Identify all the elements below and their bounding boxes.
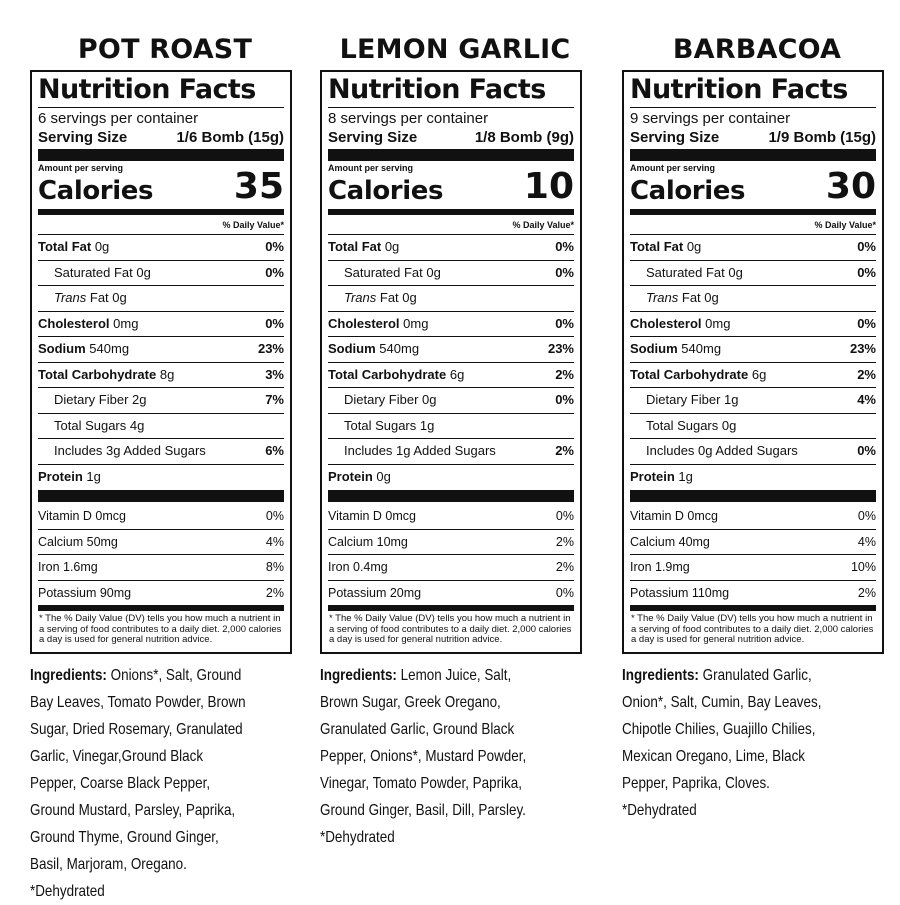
product-name: POT ROAST bbox=[77, 34, 253, 65]
nutrient-label: Calcium 40mg bbox=[630, 534, 710, 549]
daily-value-footnote: * The % Daily Value (DV) tells you how much a nutrient in a serving of food contributes to a daily diet. 2,000 calories a day is used for general nutrition advice. bbox=[329, 613, 572, 645]
nutrient-amount: 540mg bbox=[681, 341, 722, 356]
ingredients-label: Ingredients: bbox=[30, 666, 107, 684]
nutrient-dv: 3% bbox=[265, 366, 284, 382]
nutrient-amount: Fat 0g bbox=[678, 290, 719, 305]
nutrient-amount: 0g bbox=[376, 468, 391, 484]
nutrient-dv: 4% bbox=[857, 392, 876, 407]
product-panel bbox=[618, 32, 896, 824]
nutrient-dv: 0% bbox=[555, 239, 574, 254]
nutrient-amount: 6g bbox=[449, 366, 465, 382]
nutrient-dv: 7% bbox=[265, 392, 284, 407]
ingredients-text bbox=[320, 662, 538, 851]
nutrient-label: Total Sugars 1g bbox=[344, 417, 435, 433]
nutrient-dv: 0% bbox=[555, 509, 574, 523]
nutrient-amount: Fat 0g bbox=[376, 290, 417, 305]
nutrient-amount: 0mg bbox=[113, 315, 139, 331]
nutrient-dv: 2% bbox=[857, 366, 876, 382]
saturated-fat-row bbox=[38, 261, 284, 287]
nutrient-dv: 0% bbox=[857, 239, 876, 254]
iron-row bbox=[38, 555, 284, 581]
nutrient-label: Vitamin D 0mcg bbox=[328, 509, 416, 523]
nutrient-dv: 2% bbox=[555, 560, 574, 574]
serving-size-row bbox=[38, 128, 284, 148]
nutrient-label: Iron 1.6mg bbox=[38, 560, 98, 574]
ingredients-label: Ingredients: bbox=[622, 666, 699, 684]
ingredients-label: Ingredients: bbox=[320, 666, 397, 684]
calories-value: 30 bbox=[825, 166, 876, 207]
nutrient-label: Protein bbox=[38, 468, 83, 484]
ingredients-text bbox=[30, 662, 248, 905]
nutrient-dv: 4% bbox=[857, 534, 876, 549]
nutrient-label: Vitamin D 0mcg bbox=[630, 509, 718, 523]
nutrient-label: Total Carbohydrate bbox=[630, 366, 749, 382]
total-carbohydrate-row bbox=[328, 363, 574, 389]
nutrient-label-italic: Trans bbox=[344, 290, 377, 305]
nutrient-dv: 4% bbox=[265, 534, 284, 549]
nutrient-label: Potassium 110mg bbox=[630, 585, 730, 600]
total-carbohydrate-row bbox=[630, 363, 876, 389]
nutrient-dv: 0% bbox=[857, 264, 876, 280]
ingredients-list: Lemon Juice, Salt, Brown Sugar, Greek Oregano, Granulated Garlic, Ground Black Pepper, Onions*, Mustard Powder, Vinegar, Tomato Powder, Paprika, Ground Ginger, Basil, Dill, Parsley. *Dehydrated bbox=[320, 666, 527, 846]
serving-size-value: 1/8 Bomb (9g) bbox=[474, 129, 574, 146]
daily-value-header: % Daily Value* bbox=[328, 215, 574, 235]
amount-per-serving: Amount per serving bbox=[328, 163, 414, 173]
nutrient-dv: 8% bbox=[265, 560, 284, 574]
protein-row bbox=[328, 465, 574, 490]
nutrient-dv: 2% bbox=[265, 585, 284, 600]
nutrient-label: Protein bbox=[630, 468, 675, 484]
serving-size-row bbox=[328, 128, 574, 148]
nutrient-dv: 0% bbox=[857, 509, 876, 523]
nutrient-amount: 0g bbox=[686, 239, 702, 254]
nutrient-dv: 0% bbox=[265, 509, 284, 523]
total-fat-row bbox=[328, 235, 574, 261]
nutrient-label: Saturated Fat 0g bbox=[54, 264, 151, 280]
total-carbohydrate-row bbox=[38, 363, 284, 389]
nutrient-dv: 0% bbox=[555, 392, 574, 407]
nutrient-amount: 6g bbox=[751, 366, 767, 382]
cholesterol-row bbox=[328, 312, 574, 338]
nutrient-label: Dietary Fiber 0g bbox=[344, 392, 437, 407]
added-sugars-row bbox=[38, 439, 284, 465]
amount-per-serving: Amount per serving bbox=[38, 163, 124, 173]
nutrient-label: Total Fat bbox=[328, 239, 382, 254]
sodium-row bbox=[328, 337, 574, 363]
nutrient-label: Dietary Fiber 2g bbox=[54, 392, 147, 407]
potassium-row bbox=[38, 581, 284, 606]
nutrition-facts-title: Nutrition Facts bbox=[630, 74, 876, 108]
divider-thick bbox=[38, 149, 284, 161]
ingredients-text bbox=[622, 662, 840, 824]
nutrition-facts-title: Nutrition Facts bbox=[38, 74, 284, 108]
cholesterol-row bbox=[630, 312, 876, 338]
nutrient-label: Total Sugars 4g bbox=[54, 417, 145, 433]
calories-value: 10 bbox=[523, 166, 574, 207]
calcium-row bbox=[328, 530, 574, 556]
vitamin-d-row bbox=[630, 504, 876, 530]
added-sugars-row bbox=[328, 439, 574, 465]
protein-row bbox=[630, 465, 876, 490]
divider-thick bbox=[38, 490, 284, 502]
calories-label: Calories bbox=[630, 176, 746, 206]
calories-label: Calories bbox=[328, 176, 444, 206]
dietary-fiber-row bbox=[328, 388, 574, 414]
total-sugars-row bbox=[328, 414, 574, 440]
serving-size-value: 1/6 Bomb (15g) bbox=[176, 129, 284, 146]
servings-per-container: 8 servings per container bbox=[328, 110, 489, 127]
calcium-row bbox=[630, 530, 876, 556]
iron-row bbox=[328, 555, 574, 581]
nutrient-dv: 23% bbox=[849, 341, 876, 356]
calories-value: 35 bbox=[233, 166, 284, 207]
nutrient-label: Potassium 20mg bbox=[328, 585, 422, 600]
nutrition-facts-title: Nutrition Facts bbox=[328, 74, 574, 108]
nutrient-label: Saturated Fat 0g bbox=[344, 264, 441, 280]
calories-label: Calories bbox=[38, 176, 154, 206]
daily-value-header: % Daily Value* bbox=[38, 215, 284, 235]
nutrient-label: Calcium 10mg bbox=[328, 534, 408, 549]
amount-per-serving: Amount per serving bbox=[630, 163, 716, 173]
trans-fat-row bbox=[38, 286, 284, 312]
nutrient-dv: 0% bbox=[555, 315, 574, 331]
calcium-row bbox=[38, 530, 284, 556]
cholesterol-row bbox=[38, 312, 284, 338]
serving-size-label: Serving Size bbox=[630, 129, 720, 146]
serving-size-label: Serving Size bbox=[328, 129, 418, 146]
divider-medium bbox=[38, 605, 284, 611]
nutrient-label: Total Fat bbox=[38, 239, 92, 254]
daily-value-header: % Daily Value* bbox=[630, 215, 876, 235]
total-fat-row bbox=[38, 235, 284, 261]
nutrient-label: Dietary Fiber 1g bbox=[646, 392, 739, 407]
nutrient-label: Cholesterol bbox=[328, 315, 400, 331]
potassium-row bbox=[328, 581, 574, 606]
vitamin-d-row bbox=[38, 504, 284, 530]
total-sugars-row bbox=[38, 414, 284, 440]
nutrition-facts-label bbox=[30, 70, 292, 654]
nutrient-dv: 0% bbox=[555, 585, 574, 600]
sodium-row bbox=[38, 337, 284, 363]
ingredients-list: Granulated Garlic, Onion*, Salt, Cumin, Bay Leaves, Chipotle Chilies, Guajillo Chilies, Mexican Oregano, Lime, Black Pepper, Paprika, Cloves. *Dehydrated bbox=[622, 666, 822, 819]
nutrient-label: Iron 1.9mg bbox=[630, 560, 690, 574]
nutrient-label: Includes 1g Added Sugars bbox=[344, 443, 496, 458]
daily-value-footnote: * The % Daily Value (DV) tells you how much a nutrient in a serving of food contributes to a daily diet. 2,000 calories a day is used for general nutrition advice. bbox=[631, 613, 874, 645]
nutrient-label: Includes 0g Added Sugars bbox=[646, 443, 798, 458]
protein-row bbox=[38, 465, 284, 490]
nutrient-label: Total Sugars 0g bbox=[646, 417, 737, 433]
total-fat-row bbox=[630, 235, 876, 261]
divider-medium bbox=[328, 605, 574, 611]
added-sugars-row bbox=[630, 439, 876, 465]
nutrient-amount: 8g bbox=[159, 366, 175, 382]
vitamin-d-row bbox=[328, 504, 574, 530]
nutrient-label: Vitamin D 0mcg bbox=[38, 509, 126, 523]
nutrient-label-italic: Trans bbox=[646, 290, 679, 305]
servings-per-container: 6 servings per container bbox=[38, 110, 199, 127]
divider-thick bbox=[328, 149, 574, 161]
nutrient-amount: Fat 0g bbox=[86, 290, 127, 305]
divider-thick bbox=[630, 149, 876, 161]
divider-medium bbox=[630, 605, 876, 611]
saturated-fat-row bbox=[328, 261, 574, 287]
serving-size-label: Serving Size bbox=[38, 129, 128, 146]
nutrient-amount: 0g bbox=[94, 239, 110, 254]
nutrient-label: Iron 0.4mg bbox=[328, 560, 388, 574]
saturated-fat-row bbox=[630, 261, 876, 287]
nutrient-label: Cholesterol bbox=[38, 315, 110, 331]
nutrient-amount: 1g bbox=[86, 468, 101, 484]
divider-thick bbox=[328, 490, 574, 502]
sodium-row bbox=[630, 337, 876, 363]
iron-row bbox=[630, 555, 876, 581]
nutrient-label: Total Carbohydrate bbox=[38, 366, 157, 382]
serving-size-value: 1/9 Bomb (15g) bbox=[768, 129, 876, 146]
daily-value-footnote: * The % Daily Value (DV) tells you how much a nutrient in a serving of food contributes to a daily diet. 2,000 calories a day is used for general nutrition advice. bbox=[39, 613, 282, 645]
nutrient-amount: 0mg bbox=[705, 315, 731, 331]
product-panel bbox=[316, 32, 594, 851]
nutrient-label: Sodium bbox=[38, 341, 86, 356]
nutrient-label: Sodium bbox=[630, 341, 678, 356]
nutrient-dv: 0% bbox=[555, 264, 574, 280]
nutrient-dv: 0% bbox=[265, 264, 284, 280]
nutrient-amount: 0g bbox=[384, 239, 400, 254]
nutrient-dv: 23% bbox=[257, 341, 284, 356]
dietary-fiber-row bbox=[38, 388, 284, 414]
nutrient-amount: 540mg bbox=[379, 341, 420, 356]
nutrient-dv: 0% bbox=[265, 239, 284, 254]
nutrient-label: Protein bbox=[328, 468, 373, 484]
nutrient-dv: 2% bbox=[555, 443, 574, 458]
nutrient-dv: 10% bbox=[850, 560, 876, 574]
nutrition-facts-label bbox=[320, 70, 582, 654]
nutrient-dv: 6% bbox=[265, 443, 284, 458]
total-sugars-row bbox=[630, 414, 876, 440]
nutrient-dv: 23% bbox=[547, 341, 574, 356]
nutrient-dv: 0% bbox=[857, 443, 876, 458]
serving-size-row bbox=[630, 128, 876, 148]
divider-thick bbox=[630, 490, 876, 502]
product-panel bbox=[26, 32, 304, 905]
nutrient-dv: 0% bbox=[265, 315, 284, 331]
nutrient-dv: 2% bbox=[857, 585, 876, 600]
dietary-fiber-row bbox=[630, 388, 876, 414]
nutrition-facts-label bbox=[622, 70, 884, 654]
nutrient-label: Cholesterol bbox=[630, 315, 702, 331]
nutrient-dv: 2% bbox=[555, 366, 574, 382]
nutrient-dv: 0% bbox=[857, 315, 876, 331]
ingredients-list: Onions*, Salt, Ground Bay Leaves, Tomato Powder, Brown Sugar, Dried Rosemary, Granulated Garlic, Vinegar,Ground Black Pepper, Coarse Black Pepper, Ground Mustard, Parsley, Paprika, Ground Thyme, Ground Ginger, Basil, Marjoram, Oregano. *Dehydrated bbox=[30, 666, 246, 900]
servings-per-container: 9 servings per container bbox=[630, 110, 791, 127]
nutrient-label: Sodium bbox=[328, 341, 376, 356]
trans-fat-row bbox=[328, 286, 574, 312]
nutrient-label: Total Carbohydrate bbox=[328, 366, 447, 382]
product-name: BARBACOA bbox=[672, 34, 842, 65]
nutrient-label: Calcium 50mg bbox=[38, 534, 118, 549]
nutrient-dv: 2% bbox=[555, 534, 574, 549]
trans-fat-row bbox=[630, 286, 876, 312]
nutrient-label: Includes 3g Added Sugars bbox=[54, 443, 206, 458]
nutrient-label-italic: Trans bbox=[54, 290, 87, 305]
potassium-row bbox=[630, 581, 876, 606]
nutrient-amount: 0mg bbox=[403, 315, 429, 331]
nutrient-label: Total Fat bbox=[630, 239, 684, 254]
nutrient-amount: 1g bbox=[678, 468, 693, 484]
nutrient-amount: 540mg bbox=[89, 341, 130, 356]
nutrient-label: Saturated Fat 0g bbox=[646, 264, 743, 280]
nutrient-label: Potassium 90mg bbox=[38, 585, 132, 600]
product-name: LEMON GARLIC bbox=[339, 34, 571, 65]
